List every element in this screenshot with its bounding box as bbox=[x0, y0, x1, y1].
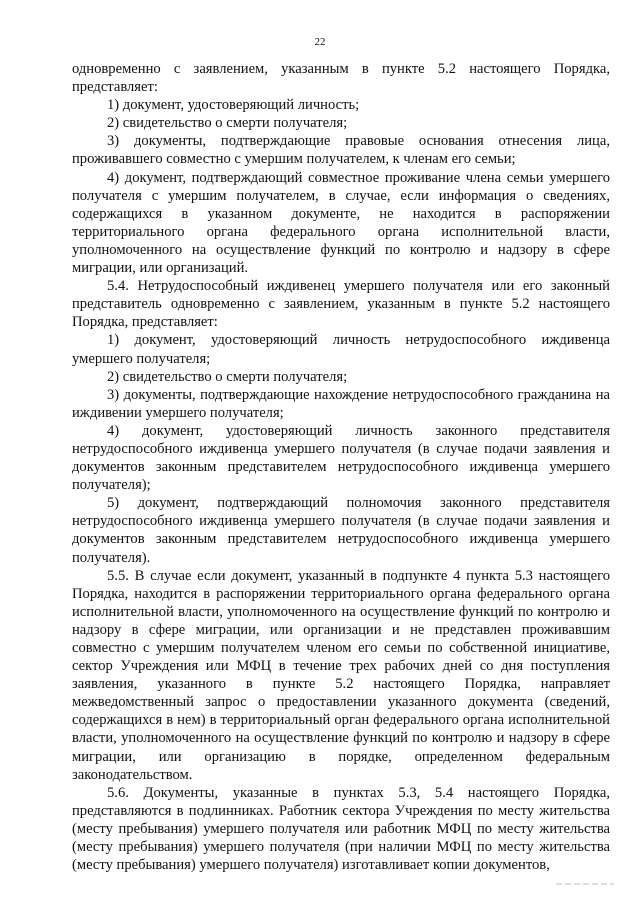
clause-5-4: 5.4. Нетрудоспособный иждивенец умершего получателя или его законный представитель одновременно с заявлением, указанным в пункте 5.2 настоящего Порядка, представляет: bbox=[72, 278, 610, 331]
list-item-family-basis-documents: 3) документы, подтверждающие правовые основания отнесения лица, проживавшего совместно с умершим получателем, к членам его семьи; bbox=[72, 133, 610, 168]
document-body bbox=[72, 60, 610, 874]
list-item-death-certificate-2: 2) свидетельство о смерти получателя; bbox=[107, 368, 348, 385]
list-item-death-certificate: 2) свидетельство о смерти получателя; bbox=[107, 115, 348, 132]
clause-5-5: 5.5. В случае если документ, указанный в подпункте 4 пункта 5.3 настоящего Порядка, находится в распоряжении территориального органа федерального органа исполнительной власти, уполномоченного на осуществление функций по контролю и надзору в сфере миграции, или организации и не представлен проживавшим совместно с умершим получателем членом его семьи по собственной инициативе, сектор Учреждения или МФЦ в течение трех рабочих дней со дня поступления заявления, указанного в пункте 5.2 настоящего Порядка, направляет межведомственный запрос о предоставлении указанного документа (сведений, содержащихся в нем) в территориальный орган федерального органа исполнительной власти, уполномоченного на осуществление функций по контролю и надзору в сфере миграции, или организацию в порядке, определенном федеральным законодательством. bbox=[72, 567, 610, 783]
list-item-representative-identity: 4) документ, удостоверяющий личность законного представителя нетрудоспособного иждивенца умершего получателя (в случае подачи заявления и документов законным представителем нетрудоспособного иждивенца умершего получателя); bbox=[72, 422, 610, 494]
page-number: 22 bbox=[314, 36, 326, 48]
paragraph-continuation: одновременно с заявлением, указанным в пункте 5.2 настоящего Порядка, представляет: bbox=[72, 61, 610, 96]
list-item-dependency-documents: 3) документы, подтверждающие нахождение нетрудоспособного гражданина на иждивении умершего получателя; bbox=[72, 386, 610, 421]
scan-corner-mark bbox=[556, 882, 614, 886]
list-item-representative-authority: 5) документ, подтверждающий полномочия законного представителя нетрудоспособного иждивенца умершего получателя (в случае подачи заявления и документов законным представителем нетрудоспособного иждивенца умершего получателя). bbox=[72, 495, 610, 566]
list-item-identity-document: 1) документ, удостоверяющий личность; bbox=[107, 97, 360, 114]
list-item-cohabitation-document: 4) документ, подтверждающий совместное проживание члена семьи умершего получателя с умершим получателем, в случае, если информация о сведениях, содержащихся в указанном документе, не находится в распоряжении территориального органа федерального органа исполнительной власти, уполномоченного на осуществление функций по контролю и надзору в сфере миграции, или организаций. bbox=[72, 169, 610, 277]
clause-5-6: 5.6. Документы, указанные в пунктах 5.3, 5.4 настоящего Порядка, представляются в подлинниках. Работник сектора Учреждения по месту жительства (месту пребывания) умершего получателя или работник МФЦ по месту жительства (месту пребывания) умершего получателя (при наличии МФЦ по месту жительства (месту пребывания) умершего получателя) изготавливает копии документов, bbox=[72, 784, 610, 874]
list-item-dependent-identity: 1) документ, удостоверяющий личность нетрудоспособного иждивенца умершего получателя; bbox=[72, 332, 610, 367]
